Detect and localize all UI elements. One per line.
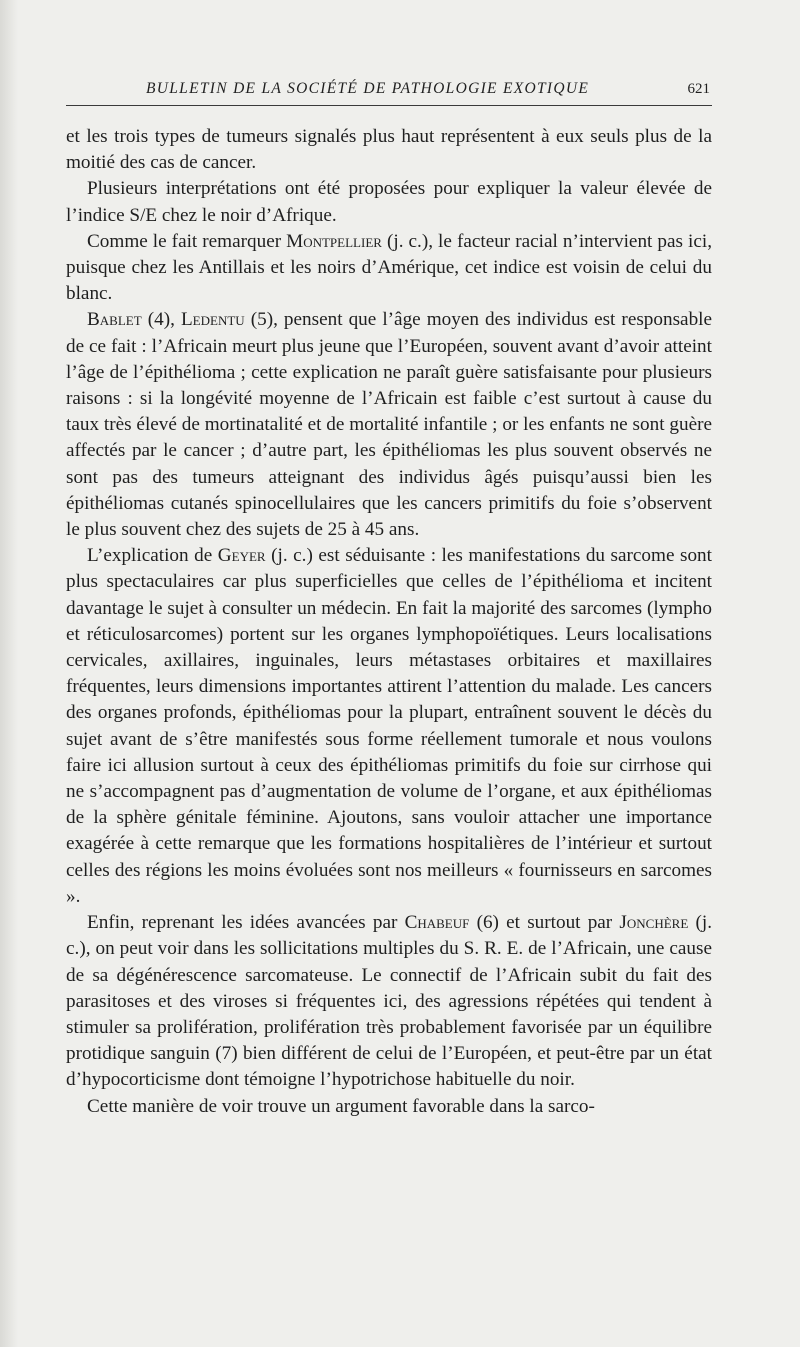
page-edge-shadow (0, 0, 18, 1347)
paragraph (66, 543, 712, 910)
author-name: Ledentu (180, 309, 245, 331)
paragraph (66, 176, 712, 228)
running-title: BULLETIN DE LA SOCIÉTÉ DE PATHOLOGIE EXOTIQUE (146, 80, 590, 97)
paragraph (66, 307, 712, 543)
text-run: (j. c.), on peut voir dans les sollicitations multiples du S. R. E. de l’Africain, une cause de sa dégénérescence sarcomateuse. Le connectif de l’Africain subit du fait des parasitoses et des viroses si fréquentes ici, des agressions répétées qui tendent à stimuler sa prolifération, prolifération très probablement favorisée par un équilibre protidique sanguin (7) bien différent de celui de l’Européen, et peut-être par un état d’hypocorticisme dont témoigne l’hypotrichose habituelle du noir. (66, 912, 712, 1091)
text-run: Cette manière de voir trouve un argument favorable dans la sarco- (87, 1095, 595, 1117)
text-run: Enfin, reprenant les idées avancées par (87, 912, 405, 934)
paragraph (66, 229, 712, 308)
text-run: (6) et surtout par (469, 912, 620, 934)
author-name: Montpellier (286, 230, 382, 252)
running-header (66, 80, 712, 106)
text-run: (4), (141, 309, 181, 331)
body-text (66, 124, 712, 1120)
paragraph (66, 1094, 712, 1120)
author-name: Jonchère (619, 912, 689, 934)
text-run: et les trois types de tumeurs signalés plus haut représentent à eux seuls plus de la moitié des cas de cancer. (66, 126, 712, 174)
paragraph (66, 910, 712, 1093)
text-run: Plusieurs interprétations ont été proposées pour expliquer la valeur élevée de l’indice S/E chez le noir d’Afrique. (66, 178, 712, 226)
text-run: Comme le fait remarquer (87, 230, 287, 252)
header-rule (66, 105, 712, 106)
author-name: Geyer (217, 545, 266, 567)
author-name: Bablet (87, 309, 142, 331)
text-run: (5), pensent que l’âge moyen des individus est responsable de ce fait : l’Africain meurt plus jeune que l’Européen, souvent avant d’avoir atteint l’âge de l’épithélioma ; cette explication ne paraît guère satisfaisante pour plusieurs raisons : si la longévité moyenne de l’Africain est faible c’est surtout à cause du taux très élevé de mortinatalité et de mortalité infantile ; or les enfants ne sont guère affectés par le cancer ; d’autre part, les épithéliomas les plus souvent observés ne sont pas des tumeurs atteignant des individus âgés puisqu’aussi bien les épithéliomas cutanés spinocellulaires que les cancers primitifs du foie s’observent le plus souvent chez des sujets de 25 à 45 ans. (66, 309, 713, 541)
paragraph (66, 124, 712, 176)
text-run: (j. c.), le facteur racial n’intervient pas ici, puisque chez les Antillais et les noirs d’Amérique, cet indice est voisin de celui du blanc. (66, 230, 712, 305)
text-run: L’explication de (87, 545, 218, 567)
author-name: Chabeuf (404, 912, 470, 934)
text-run: (j. c.) est séduisante : les manifestations du sarcome sont plus spectaculaires car plus superficielles que celles de l’épithélioma et incitent davantage le sujet à consulter un médecin. En fait la majorité des sarcomes (lympho et réticulosarcomes) portent sur les organes lymphopoïétiques. Leurs localisations cervicales, axillaires, inguinales, leurs métastases orbitaires et maxillaires fréquentes, leurs dimensions importantes attirent l’attention du malade. Les cancers des organes profonds, épithéliomas pour la plupart, entraînent souvent le décès du sujet avant de s’être manifestés sous forme réellement tumorale et nous voulons faire ici allusion surtout à ceux des épithéliomas primitifs du foie sur cirrhose qui ne s’accompagnent pas d’augmentation de volume de l’organe, et aux épithéliomas de la sphère génitale féminine. Ajoutons, sans vouloir attacher une importance exagérée à cette remarque que les formations hospitalières de l’intérieur et surtout celles des régions les moins évoluées sont nos meilleurs « fournisseurs en sarcomes ». (66, 545, 712, 907)
page-number: 621 (687, 81, 710, 97)
